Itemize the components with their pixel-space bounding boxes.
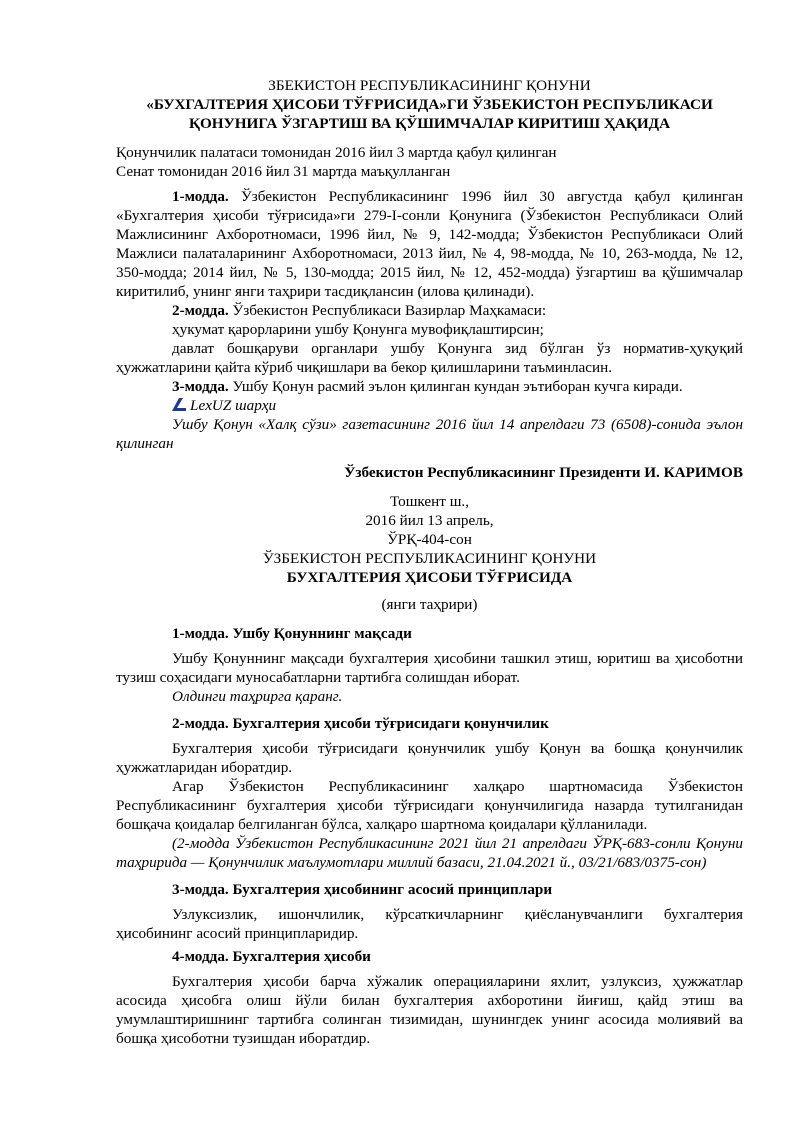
header-line-3: ҚОНУНИГА ЎЗГАРТИШ ВА ҚЎШИМЧАЛАР КИРИТИШ ҲАҚИДА: [188, 115, 671, 132]
president-signature: Ўзбекистон Республикасининг Президенти И. КАРИМОВ: [344, 464, 743, 481]
article-4-text: Бухгалтерия ҳисоби барча хўжалик операцияларини яхлит, узлуксиз, ҳужжатлар асосида ҳисобга олиш йўли билан бухгалтерия ахборотини йиғиш, қайд этиш ва умумлаштиришнинг тартибга солинган тизимидан, шунингдек унинг асосида молиявий ва бошқа ҳисоботни тузишдан иборатдир.: [116, 973, 743, 1047]
article-4-title: 4-модда. Бухгалтерия ҳисоби: [172, 948, 371, 965]
law-number: ЎРҚ-404-сон: [387, 531, 472, 548]
amend-article-2-label: 2-модда.: [172, 302, 229, 319]
article-3-title: 3-модда. Бухгалтерия ҳисобининг асосий принциплари: [172, 881, 553, 898]
publication-note: Ушбу Қонун «Халқ сўзи» газетасининг 2016 йил 14 апрелдаги 73 (6508)-сонида эълон қилинган: [116, 416, 743, 452]
article-2-text-2: Агар Ўзбекистон Республикасининг халқаро шартномасида Ўзбекистон Республикасининг бухгалтерия ҳисоби тўғрисидаги қонунчилигида назарда тутилганидан бошқача қоидалар белгиланган бўлса, халқаро шартнома қоидалари қўлланилади.: [116, 778, 743, 833]
amend-article-1: [116, 187, 743, 301]
article-1-title: 1-модда. Ушбу Қонуннинг мақсади: [172, 625, 412, 642]
amend-article-1-label: 1-модда.: [172, 188, 229, 205]
amend-article-3-text: Ушбу Қонун расмий эълон қилинган кундан эътиборан кучга киради.: [228, 378, 683, 395]
lexuz-link[interactable]: LexUZ шарҳи: [190, 397, 277, 414]
article-2-amendment-note: (2-модда Ўзбекистон Республикасининг 2021 йил 21 апрелдаги ЎРҚ-683-сонли Қонуни таҳририда — Қонунчилик маълумотлари миллий базаси, 21.04.2021 й., 03/21/683/0375-сон): [116, 835, 743, 871]
article-1-text: Ушбу Қонуннинг мақсади бухгалтерия ҳисобини ташкил этиш, юритиш ва ҳисоботни тузиш соҳасидаги муносабатларни тартибга солишдан иборат.: [116, 650, 743, 686]
lexuz-link-row[interactable]: [116, 396, 743, 415]
article-1-previous-edition[interactable]: Олдинги таҳрирга қаранг.: [172, 688, 343, 705]
amend-article-2-text: Ўзбекистон Республикаси Вазирлар Маҳкамаси:: [228, 302, 547, 319]
amend-article-3-label: 3-модда.: [172, 378, 229, 395]
adoption-senate: Сенат томонидан 2016 йил 31 мартда маъқулланган: [116, 163, 451, 180]
law-title-line-1: ЎЗБЕКИСТОН РЕСПУБЛИКАСИНИНГ ҚОНУНИ: [262, 550, 597, 567]
amend-article-2-item-1: ҳукумат қарорларини ушбу Қонунга мувофиқлаштирсин;: [172, 321, 544, 338]
place-date: 2016 йил 13 апрель,: [365, 512, 494, 529]
amend-article-2: [116, 301, 743, 320]
document-content: [116, 76, 743, 1048]
law-edition: (янги таҳрири): [381, 596, 478, 613]
place-city: Тошкент ш.,: [389, 493, 469, 510]
article-2-text-1: Бухгалтерия ҳисоби тўғрисидаги қонунчилик ушбу Қонун ва бошқа қонунчилик ҳужжатларидан иборатдир.: [116, 740, 743, 776]
header-line-1: ЗБЕКИСТОН РЕСПУБЛИКАСИНИНГ ҚОНУНИ: [268, 77, 591, 94]
amend-article-1-text: Ўзбекистон Республикасининг 1996 йил 30 августда қабул қилинган «Бухгалтерия ҳисоби тўғрисида»ги 279-I-сонли Қонунига (Ўзбекистон Республикаси Олий Мажлисининг Ахборотномаси, 1996 йил, № 9, 142-модда; Ўзбекистон Республикаси Олий Мажлиси палаталарининг Ахборотномаси, 2013 йил, № 4, 98-модда, № 10, 263-модда, № 12, 350-модда; 2014 йил, № 5, 130-модда; 2015 йил, № 12, 452-модда) ўзгартиш ва қўшимчалар киритилиб, унинг янги таҳрири тасдиқлансин (илова қилинади).: [116, 188, 743, 300]
article-3-text: Узлуксизлик, ишончлилик, кўрсаткичларнинг қиёсланувчанлиги бухгалтерия ҳисобининг асосий принципларидир.: [116, 906, 743, 942]
adoption-chamber: Қонунчилик палатаси томонидан 2016 йил 3 мартда қабул қилинган: [116, 144, 557, 161]
article-2-title: 2-модда. Бухгалтерия ҳисоби тўғрисидаги қонунчилик: [172, 715, 549, 732]
amend-article-2-item-2: давлат бошқаруви органлари ушбу Қонунга зид бўлган ўз норматив-ҳуқуқий ҳужжатларини қайта кўриб чиқишлари ва бекор қилишларини таъминласин.: [116, 340, 743, 376]
amend-article-3: [116, 377, 743, 396]
header-line-2: «БУХГАЛТЕРИЯ ҲИСОБИ ТЎҒРИСИДА»ГИ ЎЗБЕКИСТОН РЕСПУБЛИКАСИ: [146, 96, 713, 113]
law-title-line-2: БУХГАЛТЕРИЯ ҲИСОБИ ТЎҒРИСИДА: [286, 569, 573, 586]
lexuz-logo-icon: [172, 398, 186, 411]
